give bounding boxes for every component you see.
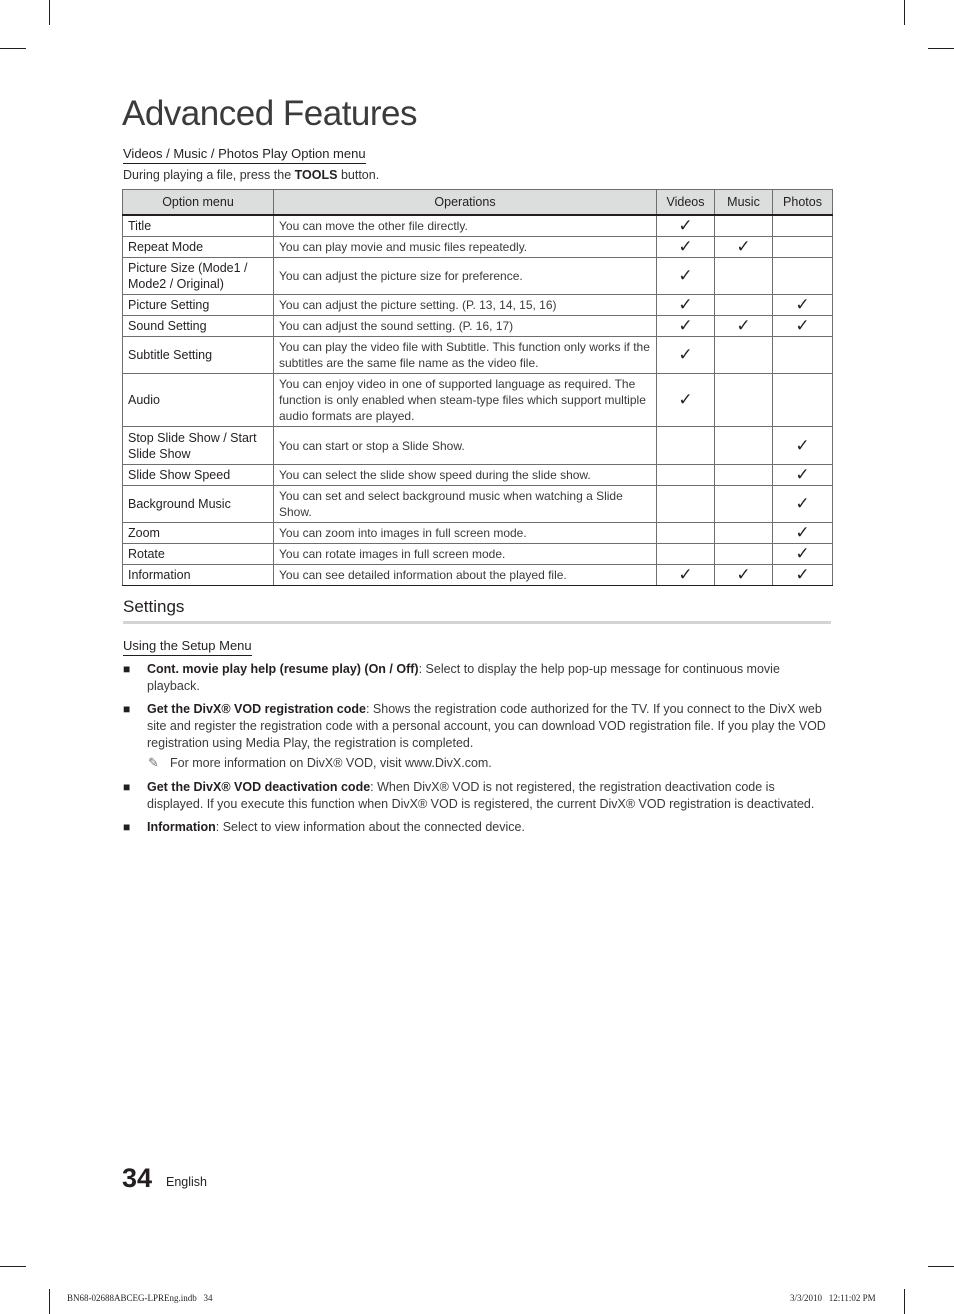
- bullet-square-icon: ■: [123, 820, 131, 834]
- music-check: ✓: [715, 316, 773, 337]
- option-name: Rotate: [123, 544, 274, 565]
- videos-check: ✓: [657, 258, 715, 295]
- music-check: [715, 337, 773, 374]
- photos-check: [773, 237, 833, 258]
- item-text: : Shows the registration code authorized for the TV. If you connect to the DivX web site and register the registration code with a personal account, you can download VOD registration file. If you play the VOD registration using Media Play, the registration is completed.: [147, 702, 826, 750]
- play-option-heading: Videos / Music / Photos Play Option menu: [123, 146, 366, 164]
- item-title: Get the DivX® VOD deactivation code: [147, 780, 371, 794]
- option-name: Slide Show Speed: [123, 465, 274, 486]
- page-language: English: [166, 1175, 207, 1189]
- table-row: [123, 374, 833, 427]
- option-operation: You can adjust the sound setting. (P. 16, 17): [274, 316, 657, 337]
- bullet-square-icon: ■: [123, 780, 131, 794]
- table-row: [123, 337, 833, 374]
- pencil-note-icon: ✎: [148, 755, 159, 770]
- option-name: Zoom: [123, 523, 274, 544]
- option-name: Audio: [123, 374, 274, 427]
- photos-check: ✓: [773, 565, 833, 586]
- table-row: [123, 523, 833, 544]
- option-operation: You can rotate images in full screen mode.: [274, 544, 657, 565]
- videos-check: [657, 427, 715, 465]
- videos-check: [657, 486, 715, 523]
- table-row: [123, 237, 833, 258]
- videos-check: [657, 523, 715, 544]
- column-header-music: Music: [715, 190, 773, 216]
- item-text: : Select to display the help pop-up message for continuous movie playback.: [147, 662, 780, 693]
- option-operation: You can play the video file with Subtitle. This function only works if the subtitles are the same file name as the video file.: [274, 337, 657, 374]
- option-name: Picture Setting: [123, 295, 274, 316]
- photos-check: [773, 337, 833, 374]
- crop-mark: [904, 0, 905, 25]
- option-name: Information: [123, 565, 274, 586]
- column-header-photos: Photos: [773, 190, 833, 216]
- videos-check: ✓: [657, 295, 715, 316]
- option-operation: You can select the slide show speed during the slide show.: [274, 465, 657, 486]
- music-check: [715, 295, 773, 316]
- photos-check: ✓: [773, 544, 833, 565]
- videos-check: ✓: [657, 215, 715, 237]
- crop-mark: [928, 48, 954, 49]
- music-check: ✓: [715, 237, 773, 258]
- option-operation: You can adjust the picture size for preference.: [274, 258, 657, 295]
- videos-check: [657, 544, 715, 565]
- table-row: [123, 295, 833, 316]
- music-check: [715, 544, 773, 565]
- table-row: [123, 427, 833, 465]
- print-slug-date: 3/3/2010 12:11:02 PM: [790, 1293, 876, 1303]
- music-check: [715, 523, 773, 544]
- photos-check: [773, 258, 833, 295]
- play-option-intro: During playing a file, press the TOOLS button.: [123, 168, 380, 182]
- option-operation: You can play movie and music files repeatedly.: [274, 237, 657, 258]
- crop-mark: [49, 1289, 50, 1314]
- option-name: Subtitle Setting: [123, 337, 274, 374]
- print-slug-file: BN68-02688ABCEG-LPREng.indb 34: [67, 1293, 213, 1303]
- column-header-videos: Videos: [657, 190, 715, 216]
- photos-check: ✓: [773, 427, 833, 465]
- column-header-operations: Operations: [274, 190, 657, 216]
- page-title: Advanced Features: [122, 94, 418, 133]
- table-row: [123, 486, 833, 523]
- list-item: [123, 701, 831, 752]
- music-check: [715, 427, 773, 465]
- option-name: Picture Size (Mode1 / Mode2 / Original): [123, 258, 274, 295]
- setup-menu-heading: Using the Setup Menu: [123, 638, 252, 656]
- note-line: [148, 755, 492, 771]
- table-row: [123, 316, 833, 337]
- option-operation: You can start or stop a Slide Show.: [274, 427, 657, 465]
- crop-mark: [0, 1266, 26, 1267]
- table-row: [123, 258, 833, 295]
- item-title: Information: [147, 820, 216, 834]
- bullet-square-icon: ■: [123, 702, 131, 716]
- videos-check: ✓: [657, 337, 715, 374]
- music-check: [715, 374, 773, 427]
- photos-check: ✓: [773, 523, 833, 544]
- option-operation: You can adjust the picture setting. (P. 13, 14, 15, 16): [274, 295, 657, 316]
- column-header-option-menu: Option menu: [123, 190, 274, 216]
- crop-mark: [0, 48, 26, 49]
- tools-button-label: TOOLS: [294, 168, 338, 182]
- videos-check: ✓: [657, 565, 715, 586]
- option-name: Title: [123, 215, 274, 237]
- table-header-row: [123, 190, 833, 216]
- option-operation: You can zoom into images in full screen mode.: [274, 523, 657, 544]
- bullet-square-icon: ■: [123, 662, 131, 676]
- crop-mark: [49, 0, 50, 25]
- photos-check: ✓: [773, 295, 833, 316]
- videos-check: ✓: [657, 237, 715, 258]
- music-check: [715, 258, 773, 295]
- note-text: For more information on DivX® VOD, visit www.DivX.com.: [170, 756, 492, 770]
- videos-check: ✓: [657, 316, 715, 337]
- list-item: [123, 819, 831, 836]
- table-row: [123, 565, 833, 586]
- option-operation: You can set and select background music when watching a Slide Show.: [274, 486, 657, 523]
- videos-check: ✓: [657, 374, 715, 427]
- crop-mark: [928, 1266, 954, 1267]
- option-name: Repeat Mode: [123, 237, 274, 258]
- table-row: [123, 465, 833, 486]
- option-name: Stop Slide Show / Start Slide Show: [123, 427, 274, 465]
- photos-check: ✓: [773, 465, 833, 486]
- option-name: Background Music: [123, 486, 274, 523]
- videos-check: [657, 465, 715, 486]
- play-option-table: [122, 189, 833, 586]
- item-text: : When DivX® VOD is not registered, the registration deactivation code is displayed. If you execute this function when DivX® VOD is registered, the current DivX® VOD registration is deactivated.: [147, 780, 815, 811]
- option-operation: You can enjoy video in one of supported language as required. The function is only enabled when steam-type files which support multiple audio formats are played.: [274, 374, 657, 427]
- music-check: [715, 465, 773, 486]
- table-row: [123, 544, 833, 565]
- photos-check: ✓: [773, 486, 833, 523]
- photos-check: [773, 374, 833, 427]
- page-number: 34: [122, 1163, 153, 1193]
- music-check: [715, 486, 773, 523]
- music-check: ✓: [715, 565, 773, 586]
- music-check: [715, 215, 773, 237]
- option-name: Sound Setting: [123, 316, 274, 337]
- option-operation: You can see detailed information about the played file.: [274, 565, 657, 586]
- option-operation: You can move the other file directly.: [274, 215, 657, 237]
- photos-check: ✓: [773, 316, 833, 337]
- item-title: Cont. movie play help (resume play) (On / Off): [147, 662, 419, 676]
- crop-mark: [904, 1289, 905, 1314]
- settings-section-heading: Settings: [123, 597, 831, 624]
- list-item: [123, 779, 831, 813]
- table-row: [123, 215, 833, 237]
- item-text: : Select to view information about the connected device.: [215, 820, 525, 834]
- list-item: [123, 661, 831, 695]
- item-title: Get the DivX® VOD registration code: [147, 702, 366, 716]
- photos-check: [773, 215, 833, 237]
